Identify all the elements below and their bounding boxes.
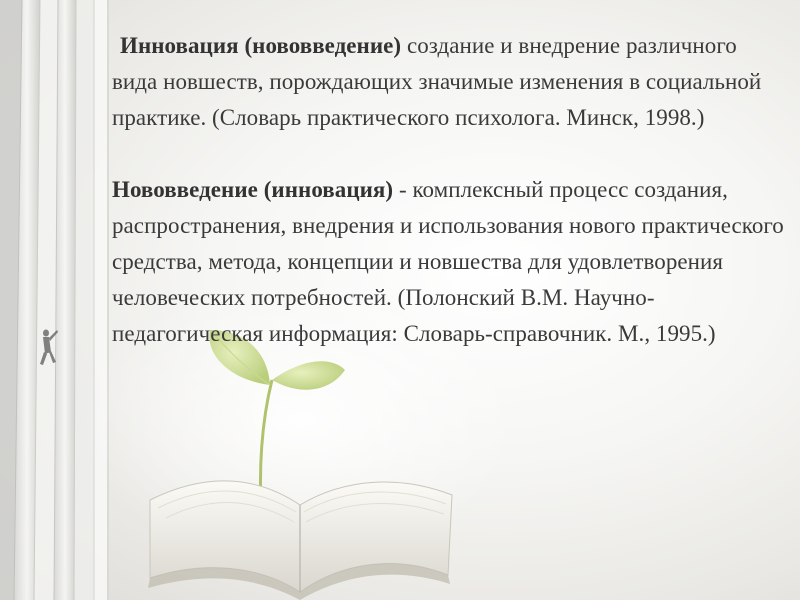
definition-body: создание и внедрение различного вида новшеств, порождающих значимые изменения в социальной практике. (Словарь практического психолога. Минск, 1998.) — [112, 33, 762, 130]
definitions-text-block — [112, 28, 784, 352]
definition-term: Нововведение (инновация) — [112, 177, 394, 202]
definition-term: Инновация (нововведение) — [120, 33, 402, 58]
definition-paragraph-innovation — [112, 28, 784, 136]
definition-paragraph-novation — [112, 172, 784, 352]
pages-stack-icon — [0, 0, 108, 600]
definition-body: - комплексный процесс создания, распространения, внедрения и использования нового практического средства, метода, концепции и новшества для удовлетворения человеческих потребностей. (Полонский В.М. Научно-педагогическая информация: Словарь-справочник. М., 1995.) — [112, 177, 784, 346]
